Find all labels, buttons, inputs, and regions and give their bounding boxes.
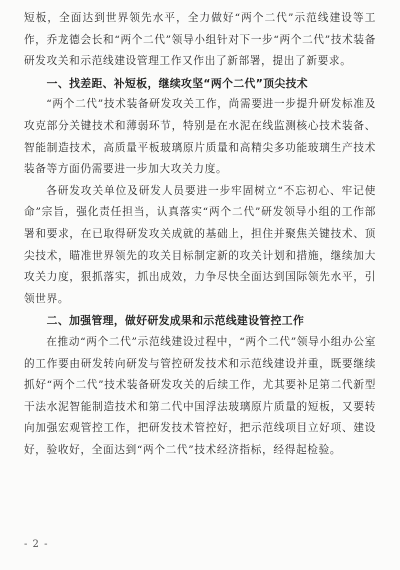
section-heading-1: 一、找差距、补短板，继续攻坚“两个二代”顶尖技术 [46, 76, 308, 90]
paragraph-research-gaps: “两个二代”技术装备研发攻关工作，尚需要进一步提升研发标准及攻克部分关键技术和薄弱环节，特别是在水泥在线监测核心技术装备、智能制造技术，高质量平板玻璃原片质量和高精尖多功能玻璃生产技术装备等方面仍需要进一步加大攻关力度。 [24, 98, 376, 176]
section-heading-2: 二、加强管理，做好研发成果和示范线建设管控工作 [46, 314, 305, 328]
paragraph-management: 在推动“两个二代”示范线建设过程中，“两个二代”领导小组办公室的工作要由研发转向研发与管控研发技术和示范线建设并重，既要继续抓好“两个二代”技术装备研发攻关的后续工作，尤其要补足第二代新型干法水泥智能制造技术和第二代中国浮法玻璃原片质量的短板，又要转向加强宏观管控工作，把研发技术管控好，把示范线项目立好项、建设好，验收好，全面达到“两个二代”技术经济指标，经得起检验。 [24, 335, 376, 456]
document-body [24, 8, 376, 461]
page-number: - 2 - [24, 539, 49, 550]
paragraph-research-units: 各研发攻关单位及研发人员要进一步牢固树立“不忘初心、牢记使命”宗旨，强化责任担当，认真落实“两个二代”研发领导小组的工作部署和要求，在已取得研发攻关成就的基础上，担住并聚焦关键技术、顶尖技术，瞄准世界领先的攻关目标制定新的攻关计划和措施，继续加大攻关力度，狠抓落实，抓出成效，力争尽快全面达到国际领先水平，引领世界。 [24, 184, 376, 305]
paragraph-continuation: 短板，全面达到世界领先水平，全力做好“两个二代”示范线建设等工作，乔龙德会长和“两个二代”领导小组针对下一步“两个二代”技术装备研发攻关和示范线建设管理工作又作出了新部署，提出了新要求。 [24, 12, 376, 68]
